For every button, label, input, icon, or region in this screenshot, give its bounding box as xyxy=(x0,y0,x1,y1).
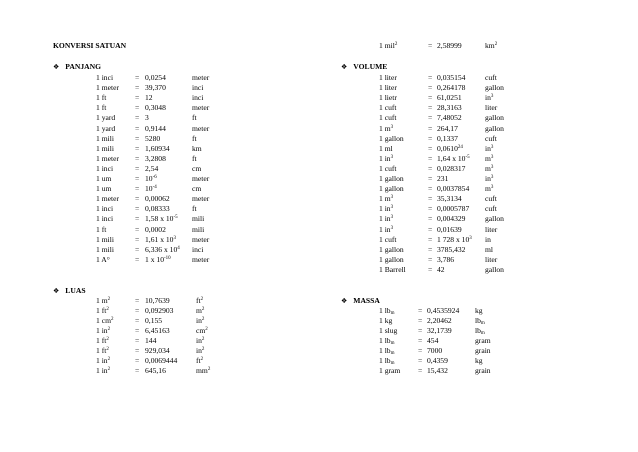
row-value: 39,370 xyxy=(145,83,166,93)
row-unit: grain xyxy=(475,346,491,355)
row-unit: meter xyxy=(192,174,210,183)
row-lhs: 1 kg xyxy=(379,316,393,325)
row-value: 3 xyxy=(145,113,149,123)
row-unit: cuft xyxy=(485,73,497,82)
conversion-row xyxy=(379,366,529,375)
row-value: 35,3134 xyxy=(437,194,462,204)
row-unit: ml xyxy=(485,244,494,254)
row-lhs: 1 $in^2$ xyxy=(96,326,111,335)
row-unit: $mm^2$ xyxy=(196,366,211,375)
row-unit: gallon xyxy=(485,83,504,93)
conversion-row xyxy=(96,134,246,143)
row-equals: = xyxy=(135,143,140,153)
conversion-row xyxy=(96,346,246,355)
row-lhs: 1 $ft^2$ xyxy=(96,336,109,345)
conversion-row xyxy=(96,174,246,183)
section-title: VOLUME xyxy=(353,62,388,71)
row-equals: = xyxy=(135,194,140,204)
row-lhs: 1 liter xyxy=(379,73,397,82)
row-lhs: 1 meter xyxy=(96,153,119,163)
row-value: 6,336 x $10^4$ xyxy=(145,244,180,254)
row-lhs: 1 um xyxy=(96,174,112,183)
conversion-row xyxy=(96,124,246,133)
row-lhs: 1 ml xyxy=(379,143,393,153)
row-equals: = xyxy=(418,306,423,315)
row-lhs: 1 inci xyxy=(96,204,114,214)
row-value: 1,64 x $10^{-5}$ xyxy=(437,153,470,163)
row-unit: inci xyxy=(192,244,204,254)
row-lhs: 1 ft xyxy=(96,93,107,103)
row-value: 1 728 x $10^3$ xyxy=(437,234,472,244)
row-value: 2,58999 xyxy=(437,41,462,50)
row-unit: $in^3$ xyxy=(485,93,494,103)
row-equals: = xyxy=(428,234,433,244)
row-lhs: 1 mili xyxy=(96,133,114,143)
row-equals: = xyxy=(428,214,433,224)
row-lhs: 1 mili xyxy=(96,244,114,254)
row-value: 1,61 x $10^3$ xyxy=(145,234,176,244)
conversion-row xyxy=(379,316,529,325)
row-equals: = xyxy=(135,296,140,305)
conversion-row xyxy=(96,235,246,244)
row-value: 144 xyxy=(145,336,157,345)
row-lhs: 1 cuft xyxy=(379,163,397,173)
row-value: 0,08333 xyxy=(145,204,170,214)
row-unit: grain xyxy=(475,366,491,375)
row-lhs: 1 meter xyxy=(96,194,119,204)
conversion-row xyxy=(96,204,246,213)
row-value: 0,3048 xyxy=(145,103,166,113)
row-value: $10^{-4}$ xyxy=(145,184,157,194)
row-equals: = xyxy=(428,73,433,82)
row-equals: = xyxy=(135,184,140,194)
row-value: 7,48052 xyxy=(437,113,462,123)
row-value: 0,0002 xyxy=(145,224,166,234)
row-unit: liter xyxy=(485,254,498,264)
row-lhs: 1 mili xyxy=(96,143,114,153)
row-value: 0,004329 xyxy=(437,214,466,224)
row-equals: = xyxy=(428,41,433,50)
row-value: 10,7639 xyxy=(145,296,170,305)
row-value: 32,1739 xyxy=(427,326,452,335)
row-lhs: 1 gallon xyxy=(379,254,404,264)
row-equals: = xyxy=(428,143,433,153)
row-lhs: 1 gallon xyxy=(379,133,404,143)
row-equals: = xyxy=(428,174,433,183)
row-unit: meter xyxy=(192,73,210,82)
row-lhs: 1 $m^3$ xyxy=(379,194,394,204)
row-value: 0,1337 xyxy=(437,133,458,143)
diamond-bullet-icon: ❖ xyxy=(341,63,348,71)
row-equals: = xyxy=(135,153,140,163)
row-lhs: 1 yard xyxy=(96,113,116,123)
row-equals: = xyxy=(428,163,433,173)
row-lhs: 1 cuft xyxy=(379,113,397,123)
row-equals: = xyxy=(135,103,140,113)
row-equals: = xyxy=(418,346,423,355)
section-title: LUAS xyxy=(65,286,86,295)
row-value: 7000 xyxy=(427,346,443,355)
row-equals: = xyxy=(428,93,433,103)
row-value: 0,4535924 xyxy=(427,306,460,315)
row-lhs: 1 meter xyxy=(96,83,119,93)
row-lhs: 1 gallon xyxy=(379,184,404,194)
conversion-row xyxy=(379,204,529,213)
row-lhs: 1 cuft xyxy=(379,103,397,113)
row-equals: = xyxy=(428,224,433,234)
conversion-row xyxy=(379,73,529,82)
row-unit: cuft xyxy=(485,204,497,214)
conversion-row xyxy=(96,214,246,223)
conversion-row xyxy=(96,144,246,153)
row-equals: = xyxy=(135,244,140,254)
conversion-row xyxy=(379,144,529,153)
row-lhs: 1 $lb_m$ xyxy=(379,346,395,356)
row-value: 1,60934 xyxy=(145,143,170,153)
conversion-row xyxy=(96,225,246,234)
row-lhs: 1 $in^3$ xyxy=(379,153,394,163)
conversion-row xyxy=(379,83,529,92)
row-equals: = xyxy=(428,123,433,133)
row-equals: = xyxy=(428,194,433,204)
conversion-row xyxy=(96,356,246,365)
row-value: 0,264178 xyxy=(437,83,466,93)
row-equals: = xyxy=(135,133,140,143)
row-unit: ft xyxy=(192,113,197,123)
row-value: 0,092903 xyxy=(145,306,174,315)
row-equals: = xyxy=(135,163,140,173)
row-unit: cm xyxy=(192,184,202,194)
row-equals: = xyxy=(135,113,140,123)
row-equals: = xyxy=(135,93,140,103)
row-lhs: 1 ft xyxy=(96,224,107,234)
row-value: 0,0610$^{24}$ xyxy=(437,143,463,153)
row-value: 3,786 xyxy=(437,254,455,264)
row-equals: = xyxy=(418,356,423,365)
row-equals: = xyxy=(135,224,140,234)
row-unit: gallon xyxy=(485,123,504,133)
area-conversion-row xyxy=(379,41,579,50)
row-equals: = xyxy=(428,113,433,123)
conversion-row xyxy=(379,225,529,234)
row-lhs: 1 slug xyxy=(379,326,398,335)
conversion-row xyxy=(96,113,246,122)
row-value: 0,0069444 xyxy=(145,356,178,365)
row-unit: gallon xyxy=(485,113,504,123)
row-lhs: 1 cuft xyxy=(379,234,397,244)
row-unit: liter xyxy=(485,103,498,113)
conversion-row xyxy=(379,306,529,315)
row-value: 231 xyxy=(437,174,449,183)
conversion-row xyxy=(379,255,529,264)
row-value: 1 x $10^{-10}$ xyxy=(145,254,171,264)
row-lhs: 1 inci xyxy=(96,214,114,224)
conversion-row xyxy=(96,164,246,173)
row-value: 42 xyxy=(437,264,445,274)
row-value: 645,16 xyxy=(145,366,166,375)
section-heading-massa xyxy=(341,296,380,306)
row-value: 2,54 xyxy=(145,163,159,173)
conversion-row xyxy=(96,316,246,325)
row-lhs: 1 $cm^2$ xyxy=(96,316,114,325)
row-unit: km xyxy=(192,143,202,153)
row-lhs: 1 liter xyxy=(379,83,397,93)
row-equals: = xyxy=(135,234,140,244)
page-title: KONVERSI SATUAN xyxy=(53,41,127,50)
row-lhs: 1 $in^3$ xyxy=(379,224,394,234)
row-unit: liter xyxy=(485,224,498,234)
row-equals: = xyxy=(428,103,433,113)
row-lhs: 1 $lb_m$ xyxy=(379,356,395,366)
row-unit: cuft xyxy=(485,133,497,143)
conversion-row xyxy=(96,336,246,345)
conversion-row xyxy=(96,255,246,264)
row-unit: ft xyxy=(192,204,197,214)
row-unit: in xyxy=(485,234,491,244)
diamond-bullet-icon: ❖ xyxy=(53,63,60,71)
conversion-row xyxy=(96,326,246,335)
row-lhs: 1 $lb_m$ xyxy=(379,306,395,316)
row-value: 61,0251 xyxy=(437,93,462,103)
row-value: 0,4359 xyxy=(427,356,448,365)
conversion-row xyxy=(379,93,529,102)
row-unit: meter xyxy=(192,194,210,204)
conversion-row xyxy=(96,296,246,305)
conversion-row xyxy=(379,245,529,254)
row-unit: $ft^2$ xyxy=(196,296,204,305)
conversion-row xyxy=(379,184,529,193)
row-lhs: 1 $m^2$ xyxy=(96,296,111,305)
conversion-row xyxy=(379,164,529,173)
row-lhs: 1 $lb_m$ xyxy=(379,336,395,346)
conversion-row xyxy=(96,93,246,102)
row-value: 0,9144 xyxy=(145,123,166,133)
row-equals: = xyxy=(135,366,140,375)
row-unit: meter xyxy=(192,234,210,244)
row-unit: $m^3$ xyxy=(485,163,494,173)
diamond-bullet-icon: ❖ xyxy=(341,297,348,305)
row-equals: = xyxy=(135,346,140,355)
row-value: 1,58 x $10^{-5}$ xyxy=(145,214,178,224)
row-lhs: 1 $in^3$ xyxy=(379,204,394,214)
conversion-row xyxy=(96,103,246,112)
row-value: 0,01639 xyxy=(437,224,462,234)
row-lhs: 1 mili xyxy=(96,234,114,244)
row-unit: $in^2$ xyxy=(196,346,205,355)
row-equals: = xyxy=(428,264,433,274)
row-unit: $m^2$ xyxy=(196,306,205,315)
row-lhs: 1 $ft^2$ xyxy=(96,306,109,315)
conversion-row xyxy=(96,154,246,163)
row-lhs: 1 $m^3$ xyxy=(379,123,394,133)
row-value: 0,155 xyxy=(145,316,163,325)
row-equals: = xyxy=(428,133,433,143)
section-title: MASSA xyxy=(353,296,380,305)
row-lhs: 1 mil$^2$ xyxy=(379,41,398,50)
row-equals: = xyxy=(428,244,433,254)
row-equals: = xyxy=(428,184,433,194)
row-unit: ft xyxy=(192,133,197,143)
row-equals: = xyxy=(135,306,140,315)
conversion-row xyxy=(379,113,529,122)
conversion-row xyxy=(379,235,529,244)
row-value: 12 xyxy=(145,93,153,103)
diamond-bullet-icon: ❖ xyxy=(53,287,60,295)
row-value: 0,035154 xyxy=(437,73,466,82)
row-value: 28,3163 xyxy=(437,103,462,113)
row-unit: meter xyxy=(192,123,210,133)
section-title: PANJANG xyxy=(65,62,101,71)
row-equals: = xyxy=(418,326,423,335)
row-value: 454 xyxy=(427,336,439,345)
row-equals: = xyxy=(135,316,140,325)
conversion-row xyxy=(379,194,529,203)
row-unit: $lb_m$ xyxy=(475,326,485,336)
row-lhs: 1 $ft^2$ xyxy=(96,346,109,355)
conversion-row xyxy=(379,124,529,133)
row-equals: = xyxy=(135,326,140,335)
row-unit: gallon xyxy=(485,264,504,274)
row-equals: = xyxy=(135,204,140,214)
row-unit: kg xyxy=(475,356,483,365)
conversion-row xyxy=(379,103,529,112)
row-unit: $cm^2$ xyxy=(196,326,208,335)
row-unit: cm xyxy=(192,163,202,173)
row-equals: = xyxy=(428,204,433,214)
row-value: 0,028317 xyxy=(437,163,466,173)
row-lhs: 1 A° xyxy=(96,254,110,264)
conversion-row xyxy=(96,73,246,82)
row-equals: = xyxy=(135,214,140,224)
row-equals: = xyxy=(135,83,140,93)
row-value: 2,20462 xyxy=(427,316,452,325)
row-unit: $lb_m$ xyxy=(475,316,485,326)
row-value: 264,17 xyxy=(437,123,458,133)
row-value: 0,0005787 xyxy=(437,204,470,214)
row-lhs: 1 gallon xyxy=(379,174,404,183)
conversion-row xyxy=(379,356,529,365)
row-lhs: 1 $in^2$ xyxy=(96,356,111,365)
row-equals: = xyxy=(418,336,423,345)
conversion-row xyxy=(379,326,529,335)
row-value: 3785,432 xyxy=(437,244,466,254)
row-unit: $ft^2$ xyxy=(196,356,204,365)
row-equals: = xyxy=(135,174,140,183)
row-value: 0,00062 xyxy=(145,194,170,204)
row-unit: $km^2$ xyxy=(485,41,498,50)
section-heading-panjang xyxy=(53,62,101,72)
row-unit: mili xyxy=(192,224,205,234)
row-unit: $m^3$ xyxy=(485,184,494,194)
row-equals: = xyxy=(135,254,140,264)
row-equals: = xyxy=(418,366,423,375)
row-unit: $in^2$ xyxy=(196,316,205,325)
conversion-row xyxy=(379,336,529,345)
row-unit: gram xyxy=(475,336,491,345)
row-lhs: 1 yard xyxy=(96,123,116,133)
conversion-row xyxy=(379,214,529,223)
row-unit: $in^3$ xyxy=(485,174,494,183)
section-heading-volume xyxy=(341,62,387,72)
row-equals: = xyxy=(135,123,140,133)
row-lhs: 1 ft xyxy=(96,103,107,113)
conversion-row xyxy=(96,83,246,92)
row-lhs: 1 inci xyxy=(96,73,114,82)
row-lhs: 1 gallon xyxy=(379,244,404,254)
row-equals: = xyxy=(428,83,433,93)
row-value: 0,0254 xyxy=(145,73,166,82)
row-value: 0,0037854 xyxy=(437,184,470,194)
row-unit: inci xyxy=(192,93,204,103)
row-equals: = xyxy=(135,336,140,345)
row-value: 929,034 xyxy=(145,346,170,355)
conversion-row xyxy=(379,346,529,355)
row-unit: $m^3$ xyxy=(485,153,494,163)
row-lhs: 1 lietr xyxy=(379,93,397,103)
row-value: 5280 xyxy=(145,133,161,143)
row-lhs: 1 Barrell xyxy=(379,264,406,274)
conversion-row xyxy=(379,134,529,143)
row-unit: $in^2$ xyxy=(196,336,205,345)
section-heading-luas xyxy=(53,286,86,296)
row-lhs: 1 $in^2$ xyxy=(96,366,111,375)
row-lhs: 1 $in^3$ xyxy=(379,214,394,224)
row-unit: mili xyxy=(192,214,205,224)
row-value: $10^{-6}$ xyxy=(145,174,157,183)
row-lhs: 1 um xyxy=(96,184,112,194)
row-lhs: 1 gram xyxy=(379,366,401,375)
conversion-row xyxy=(96,245,246,254)
conversion-row xyxy=(379,154,529,163)
row-value: 3,2808 xyxy=(145,153,166,163)
row-unit: meter xyxy=(192,103,210,113)
conversion-row xyxy=(379,265,529,274)
row-unit: cuft xyxy=(485,194,497,204)
row-equals: = xyxy=(428,254,433,264)
conversion-row xyxy=(96,184,246,193)
row-value: 15,432 xyxy=(427,366,448,375)
conversion-row xyxy=(96,366,246,375)
conversion-row xyxy=(96,306,246,315)
row-equals: = xyxy=(418,316,423,325)
row-equals: = xyxy=(135,73,140,82)
row-unit: kg xyxy=(475,306,483,315)
row-lhs: 1 inci xyxy=(96,163,114,173)
row-unit: gallon xyxy=(485,214,504,224)
row-unit: meter xyxy=(192,254,210,264)
row-value: 6,45163 xyxy=(145,326,170,335)
conversion-row xyxy=(379,174,529,183)
row-unit: ft xyxy=(192,153,197,163)
row-equals: = xyxy=(428,153,433,163)
row-unit: $in^3$ xyxy=(485,143,494,153)
row-unit: inci xyxy=(192,83,204,93)
row-equals: = xyxy=(135,356,140,365)
conversion-row xyxy=(96,194,246,203)
